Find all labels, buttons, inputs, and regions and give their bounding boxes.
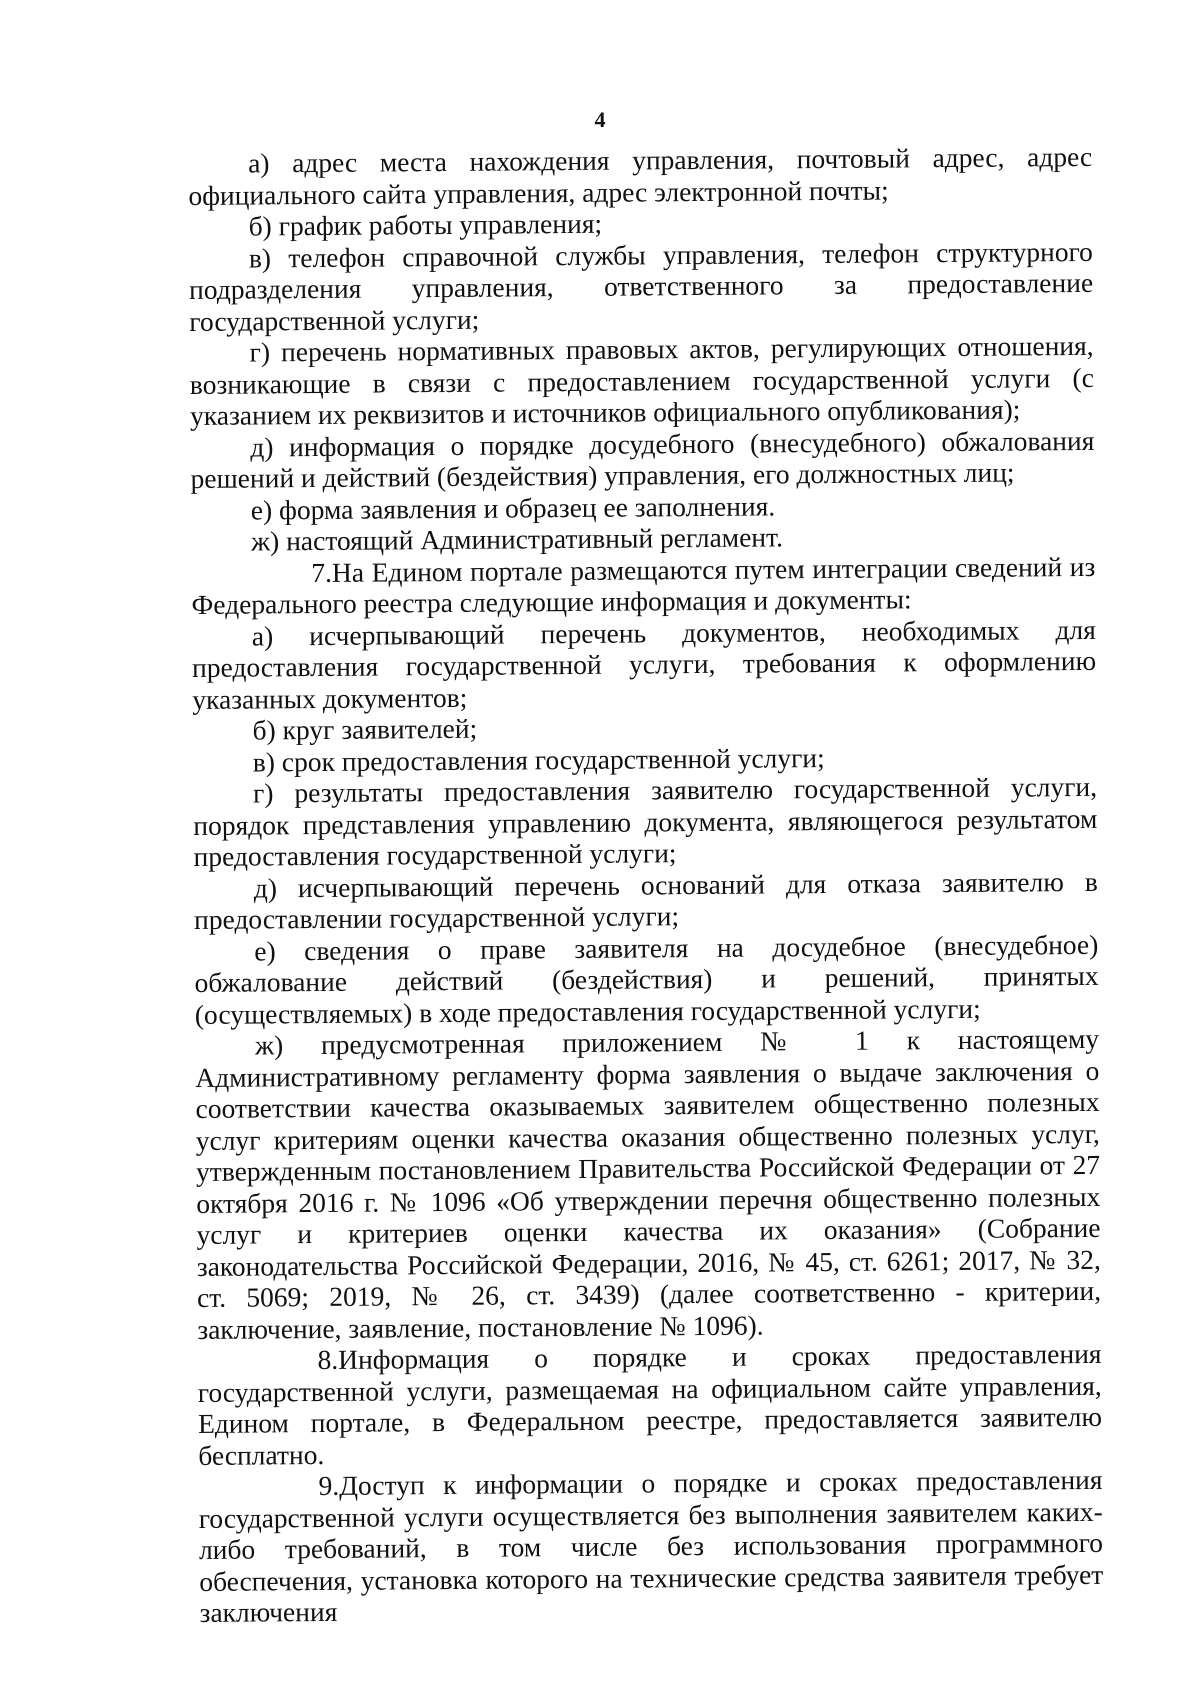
- paragraph-text: ж) предусмотренная приложением № 1 к настоящему Административному регламенту форма заявления о выдаче заключения о соответствии качества оказываемых заявителем общественно полезных услуг критериям оценки качества оказания общественно полезных услуг, утвержденным постановлением Правительства Российской Федерации от 27 октября 2016 г. № 1096 «Об утверждении перечня общественно полезных услуг и критериев оценки качества их оказания» (Собрание законодательства Российской Федерации, 2016, № 45, ст. 6261; 2017, № 32, ст. 5069; 2019, № 26, ст. 3439) (далее соответственно - критерии, заключение, заявление, постановление № 1096).: [195, 1022, 1102, 1345]
- paragraph-text: ж) настоящий Административный регламент.: [250, 521, 784, 557]
- paragraph-item-7zh: [195, 1023, 1101, 1345]
- paragraph-section-8: [197, 1338, 1102, 1471]
- paragraph-text: б) круг заявителей;: [252, 712, 478, 746]
- paragraph-text: е) сведения о праве заявителя на досудебное (внесудебное) обжалование действий (бездействия) и решений, принятых (осуществляемых) в ходе предоставления государственной услуги;: [194, 928, 1099, 1030]
- paragraph-text: д) информация о порядке досудебного (внесудебного) обжалования решений и действий (бездействия) управления, его должностных лиц;: [190, 424, 1095, 494]
- paragraph-section-9: [198, 1464, 1103, 1629]
- paragraph-text: На Едином портале размещаются путем интеграции сведений из Федерального реестра следующие информация и документы:: [191, 550, 1096, 620]
- paragraph-text: в) телефон справочной службы управления, телефон структурного подразделения управления, ответственного за предоставление государственной услуги;: [188, 235, 1094, 337]
- paragraph-item-7d: [194, 865, 1098, 935]
- paragraph-text: г) перечень нормативных правовых актов, регулирующих отношения, возникающие в связи с предоставлением государственной услуги (с указанием их реквизитов и источников официального опубликования);: [189, 329, 1094, 431]
- section-number: 8.: [317, 1343, 339, 1376]
- paragraph-text: Информация о порядке и сроках предоставления государственной услуги, размещаемая на официальном сайте управления, Едином портале, в Федеральном реестре, предоставляется заявителю бесплатно.: [197, 1337, 1103, 1471]
- paragraph-item-7g: [193, 771, 1098, 873]
- paragraph-item-d-appeal: [190, 424, 1094, 494]
- paragraph-text: б) график работы управления;: [248, 207, 603, 242]
- paragraph-text: Доступ к информации о порядке и сроках предоставления государственной услуги осуществляется без выполнения заявителем каких-либо требований, в том числе без использования программного обеспечения, установка которого на технические средства заявителя требует заключения: [198, 1463, 1104, 1628]
- page-number: 4: [594, 107, 606, 132]
- paragraph-item-7e: [194, 928, 1099, 1030]
- paragraph-text: д) исчерпывающий перечень оснований для отказа заявителю в предоставлении государственной услуги;: [193, 865, 1098, 935]
- section-number: 9.: [318, 1469, 340, 1502]
- paragraph-item-7a: [192, 613, 1097, 715]
- section-number: 7.: [311, 556, 333, 588]
- paragraph-item-g-acts: [189, 330, 1094, 432]
- paragraph-text: е) форма заявления и образец ее заполнения.: [250, 489, 776, 526]
- paragraph-item-a-address: [188, 141, 1092, 211]
- paragraph-section-7: [191, 550, 1095, 620]
- paragraph-text: а) исчерпывающий перечень документов, необходимых для предоставления государственной услуги, требования к оформлению указанных документов;: [191, 613, 1097, 715]
- paragraph-text: а) адрес места нахождения управления, почтовый адрес, адрес официального сайта управления, адрес электронной почты;: [188, 140, 1093, 211]
- paragraph-text: в) срок предоставления государственной услуги;: [252, 741, 825, 778]
- document-body: [188, 141, 1104, 1629]
- paragraph-item-v-phone: [189, 235, 1094, 337]
- paragraph-text: г) результаты предоставления заявителю государственной услуги, порядок представления управлению документа, являющегося результатом предоставления государственной услуги;: [193, 770, 1098, 872]
